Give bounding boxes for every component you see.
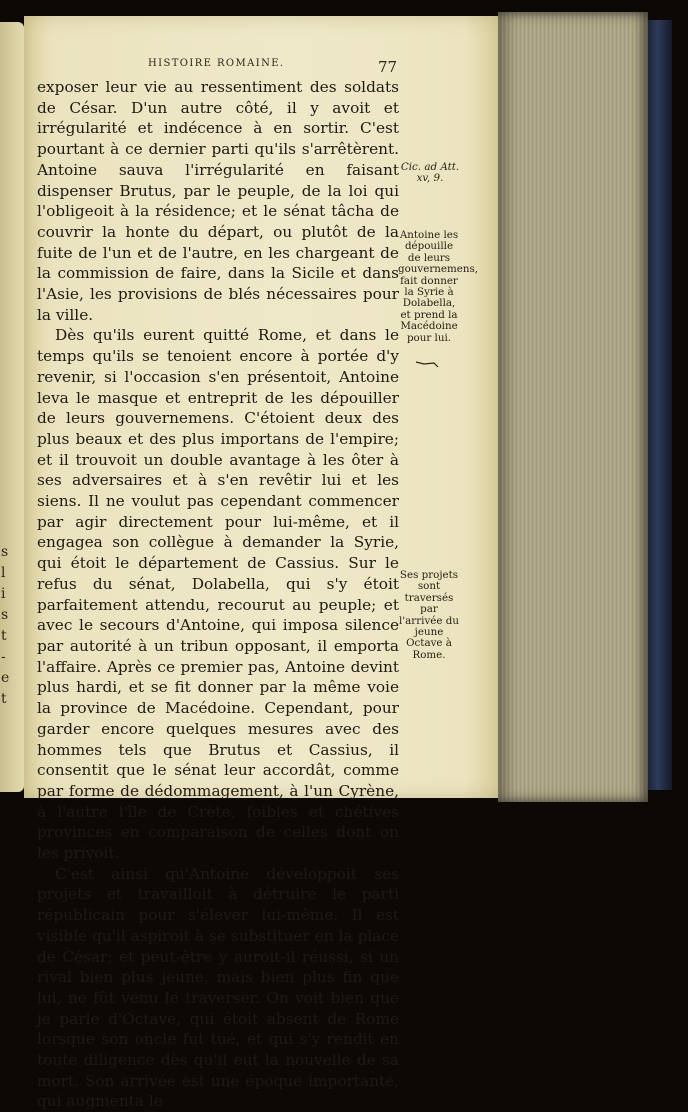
margin-note: Antoine les dépouille de leurs gouvernemens, fait donner la Syrie à Dolabella, et prend la Macédoine pour lui. xyxy=(398,229,479,344)
paragraph: C'est ainsi qu'Antoine développoit ses projets et travailloit à détruire le parti républicain pour s'élever lui-même. Il est visible qu'il aspiroit à se substituer en la place de César; et peut-être y auroit-il réussi, si un rival bien plus jeune, mais bien plus fin que lui, ne fût venu le traverser. On voit bien que je parle d'Octave, qui étoit absent de Rome lorsque son oncle fut tué, et qui s'y rendit en toute diligence dès qu'il eut la nouvelle de sa mort. Son arrivée est une époque importante, qui augmenta le xyxy=(37,864,399,1111)
book-cover xyxy=(648,20,672,790)
facing-page-cutoff-text: s l i s t - e t xyxy=(1,544,10,707)
page-number: 77 xyxy=(378,58,398,76)
paragraph: Dès qu'ils eurent quitté Rome, et dans le temps qu'ils se tenoient encore à portée d'y revenir, si l'occasion s'en présentoit, Antoine leva le masque et entreprit de les dépouiller de leurs gouvernemens. C'étoient deux des plus beaux et des plus importans de l'empire; et il trouvoit un double avantage à les ôter à ses adversaires et à s'en revêtir lui et les siens. Il ne voulut pas cependant commencer par agir directement pour lui-même, et il engagea son collègue à demander la Syrie, qui étoit le département de Cassius. Sur le refus du sénat, Dolabella, qui s'y étoit parfaitement attendu, recourut au peuple; et avec le secours d'Antoine, qui imposa silence par autorité à un tribun opposant, il emporta l'affaire. Après ce premier pas, Antoine devint plus hardi, et se fit donner par la même voie la province de Macédoine. Cependant, pour garder encore quelques mesures avec des hommes tels que Brutus et Cassius, il consentit que le sénat leur accordât, comme par forme de dédommagement, à l'un Cyrène, à l'autre l'île de Crète, foibles et chétives provinces en comparaison de celles dont on les privoit. xyxy=(37,326,399,863)
body-text xyxy=(37,77,399,1112)
paragraph: exposer leur vie au ressentiment des soldats de César. D'un autre côté, il y avoit et irrégularité et indécence à en sortir. C'est pourtant à ce dernier parti qu'ils s'arrêtèrent. Antoine sauva l'irrégularité en faisant dispenser Brutus, par le peuple, de la loi qui l'obligeoit à la résidence; et le sénat tâcha de couvrir la honte du départ, ou plutôt de la fuite de l'un et de l'autre, en les chargeant de la commission de faire, dans la Sicile et dans l'Asie, les provisions de blés nécessaires pour la ville. xyxy=(37,78,399,324)
page-block-edges xyxy=(498,12,648,802)
ink-mark-icon xyxy=(414,360,440,368)
margin-note: Ses projets sont traversés par l'arrivée du jeune Octave à Rome. xyxy=(399,569,459,661)
margin-citation: Cic. ad Att. xv, 9. xyxy=(400,161,460,185)
running-header: HISTOIRE ROMAINE. xyxy=(148,58,285,69)
facing-page-edge xyxy=(0,22,24,792)
